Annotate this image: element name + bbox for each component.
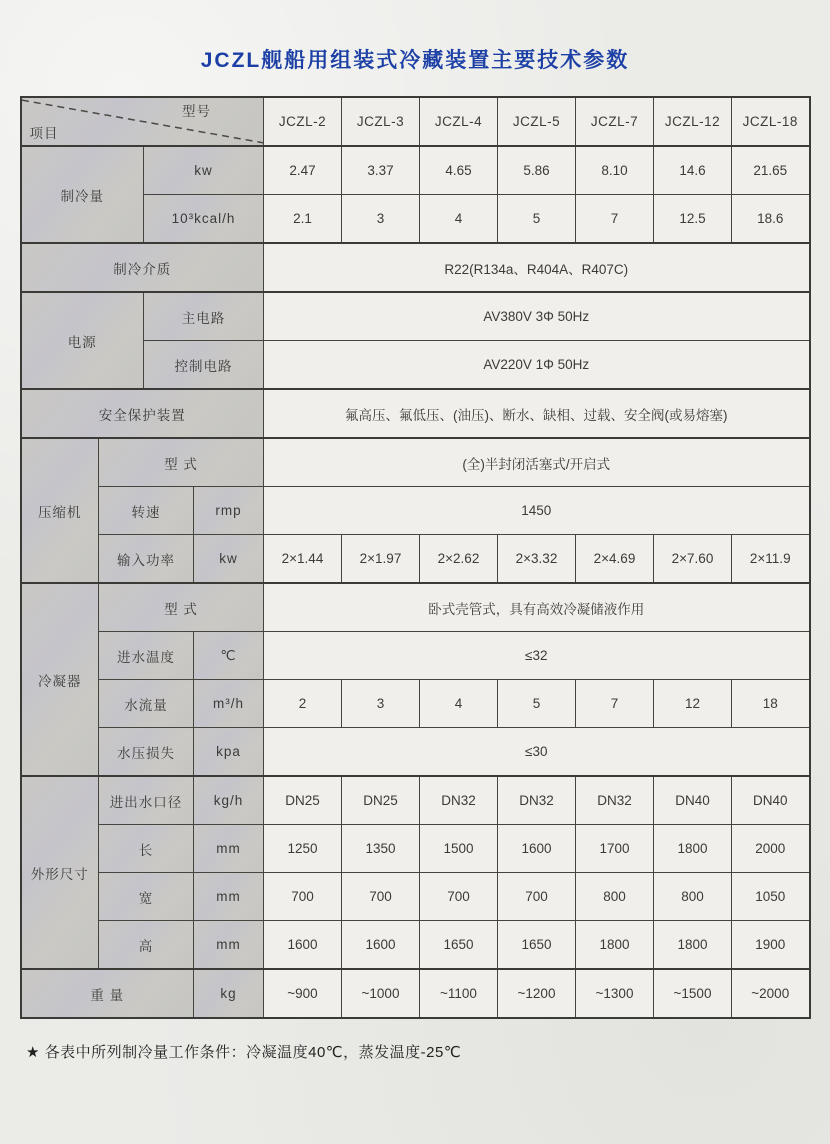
value-cell: 1650 xyxy=(498,921,576,970)
value-cell: DN40 xyxy=(732,776,810,825)
value-cell: 800 xyxy=(576,873,654,921)
value-cell: 2.1 xyxy=(264,195,342,244)
value-cell: DN40 xyxy=(654,776,732,825)
row-label-width: 宽 xyxy=(99,873,194,921)
speed-value: 1450 xyxy=(264,487,810,535)
value-cell: 3 xyxy=(342,195,420,244)
value-cell: ~1100 xyxy=(420,969,498,1018)
group-label-condenser: 冷凝器 xyxy=(21,583,99,776)
value-cell: 4.65 xyxy=(420,146,498,195)
value-cell: 1500 xyxy=(420,825,498,873)
value-cell: 4 xyxy=(420,195,498,244)
corner-cell xyxy=(21,97,264,146)
value-cell: 21.65 xyxy=(732,146,810,195)
value-cell: 700 xyxy=(420,873,498,921)
value-cell: 1350 xyxy=(342,825,420,873)
row-label-weight: 重 量 xyxy=(21,969,194,1018)
value-cell: 7 xyxy=(576,195,654,244)
value-cell: 700 xyxy=(498,873,576,921)
value-cell: DN25 xyxy=(264,776,342,825)
unit-label: kg/h xyxy=(194,776,264,825)
value-cell: 2×1.97 xyxy=(342,535,420,584)
group-label-power: 电源 xyxy=(21,292,144,389)
group-label-compressor: 压缩机 xyxy=(21,438,99,583)
table-row xyxy=(21,146,810,195)
value-cell: ~1500 xyxy=(654,969,732,1018)
unit-label: mm xyxy=(194,825,264,873)
table-row xyxy=(21,728,810,777)
unit-label: rmp xyxy=(194,487,264,535)
value-cell: 1600 xyxy=(342,921,420,970)
value-cell: ~1000 xyxy=(342,969,420,1018)
pressure-loss-value: ≤30 xyxy=(264,728,810,777)
value-cell: 2 xyxy=(264,680,342,728)
table-row xyxy=(21,487,810,535)
model-header: JCZL-12 xyxy=(654,97,732,146)
compressor-type-value: (全)半封闭活塞式/开启式 xyxy=(264,438,810,487)
value-cell: ~1200 xyxy=(498,969,576,1018)
value-cell: 12.5 xyxy=(654,195,732,244)
value-cell: 5 xyxy=(498,195,576,244)
unit-label: mm xyxy=(194,921,264,970)
value-cell: 14.6 xyxy=(654,146,732,195)
row-label-condenser-type: 型 式 xyxy=(99,583,264,632)
group-label-dimensions: 外形尺寸 xyxy=(21,776,99,969)
table-row xyxy=(21,969,810,1018)
value-cell: 4 xyxy=(420,680,498,728)
value-cell: 18 xyxy=(732,680,810,728)
value-cell: DN32 xyxy=(498,776,576,825)
page-title: JCZL舰船用组装式冷藏装置主要技术参数 xyxy=(200,49,630,72)
corner-label-model: 型号 xyxy=(182,104,211,119)
unit-label: ℃ xyxy=(194,632,264,680)
model-header: JCZL-7 xyxy=(576,97,654,146)
row-label-refrigerant: 制冷介质 xyxy=(21,243,264,292)
unit-label: kpa xyxy=(194,728,264,777)
table-row xyxy=(21,243,810,292)
value-cell: ~2000 xyxy=(732,969,810,1018)
value-cell: 12 xyxy=(654,680,732,728)
row-label-length: 长 xyxy=(99,825,194,873)
value-cell: 1600 xyxy=(498,825,576,873)
control-circuit-value: AV220V 1Φ 50Hz xyxy=(264,341,810,390)
table-row xyxy=(21,921,810,970)
table-row xyxy=(21,389,810,438)
value-cell: 1800 xyxy=(654,825,732,873)
value-cell: 1050 xyxy=(732,873,810,921)
value-cell: 2×4.69 xyxy=(576,535,654,584)
refrigerant-value: R22(R134a、R404A、R407C) xyxy=(264,243,810,292)
value-cell: 700 xyxy=(342,873,420,921)
row-label-height: 高 xyxy=(99,921,194,970)
value-cell: ~900 xyxy=(264,969,342,1018)
row-label-pressure-loss: 水压损失 xyxy=(99,728,194,777)
value-cell: 5.86 xyxy=(498,146,576,195)
row-label-main-circuit: 主电路 xyxy=(144,292,264,341)
row-label-pipe-diameter: 进出水口径 xyxy=(99,776,194,825)
table-row xyxy=(21,583,810,632)
value-cell: DN25 xyxy=(342,776,420,825)
unit-label: m³/h xyxy=(194,680,264,728)
group-label-cooling: 制冷量 xyxy=(21,146,144,243)
value-cell: 3.37 xyxy=(342,146,420,195)
value-cell: 2×2.62 xyxy=(420,535,498,584)
row-label-compressor-type: 型 式 xyxy=(99,438,264,487)
unit-label: 10³kcal/h xyxy=(144,195,264,244)
unit-label: mm xyxy=(194,873,264,921)
main-circuit-value: AV380V 3Φ 50Hz xyxy=(264,292,810,341)
unit-label: kw xyxy=(194,535,264,584)
value-cell: DN32 xyxy=(576,776,654,825)
table-row xyxy=(21,873,810,921)
value-cell: 7 xyxy=(576,680,654,728)
row-label-input-power: 输入功率 xyxy=(99,535,194,584)
value-cell: 1600 xyxy=(264,921,342,970)
value-cell: 1250 xyxy=(264,825,342,873)
value-cell: 1800 xyxy=(576,921,654,970)
value-cell: 2×3.32 xyxy=(498,535,576,584)
value-cell: DN32 xyxy=(420,776,498,825)
spec-table xyxy=(20,96,811,1019)
value-cell: 1900 xyxy=(732,921,810,970)
value-cell: 2000 xyxy=(732,825,810,873)
value-cell: 5 xyxy=(498,680,576,728)
value-cell: 2×7.60 xyxy=(654,535,732,584)
model-header: JCZL-3 xyxy=(342,97,420,146)
value-cell: 2×11.9 xyxy=(732,535,810,584)
value-cell: ~1300 xyxy=(576,969,654,1018)
row-label-safety: 安全保护装置 xyxy=(21,389,264,438)
row-label-speed: 转速 xyxy=(99,487,194,535)
value-cell: 1800 xyxy=(654,921,732,970)
model-header: JCZL-2 xyxy=(264,97,342,146)
value-cell: 1700 xyxy=(576,825,654,873)
condenser-type-value: 卧式壳管式，具有高效冷凝储液作用 xyxy=(264,583,810,632)
value-cell: 8.10 xyxy=(576,146,654,195)
value-cell: 700 xyxy=(264,873,342,921)
value-cell: 18.6 xyxy=(732,195,810,244)
table-row xyxy=(21,776,810,825)
value-cell: 2×1.44 xyxy=(264,535,342,584)
row-label-water-flow: 水流量 xyxy=(99,680,194,728)
safety-value: 氟高压、氟低压、(油压)、断水、缺相、过载、安全阀(或易熔塞) xyxy=(264,389,810,438)
table-row xyxy=(21,632,810,680)
table-row xyxy=(21,292,810,341)
footnote: ★ 各表中所列制冷量工作条件：冷凝温度40℃，蒸发温度-25℃ xyxy=(26,1044,462,1061)
table-row xyxy=(21,535,810,584)
table-header-row xyxy=(21,97,810,146)
model-header: JCZL-4 xyxy=(420,97,498,146)
value-cell: 800 xyxy=(654,873,732,921)
model-header: JCZL-18 xyxy=(732,97,810,146)
value-cell: 1650 xyxy=(420,921,498,970)
value-cell: 2.47 xyxy=(264,146,342,195)
table-row xyxy=(21,438,810,487)
row-label-control-circuit: 控制电路 xyxy=(144,341,264,390)
row-label-inlet-temp: 进水温度 xyxy=(99,632,194,680)
table-row xyxy=(21,680,810,728)
unit-label: kg xyxy=(194,969,264,1018)
model-header: JCZL-5 xyxy=(498,97,576,146)
unit-label: kw xyxy=(144,146,264,195)
inlet-temp-value: ≤32 xyxy=(264,632,810,680)
value-cell: 3 xyxy=(342,680,420,728)
table-row xyxy=(21,825,810,873)
corner-label-item: 项目 xyxy=(29,126,59,141)
